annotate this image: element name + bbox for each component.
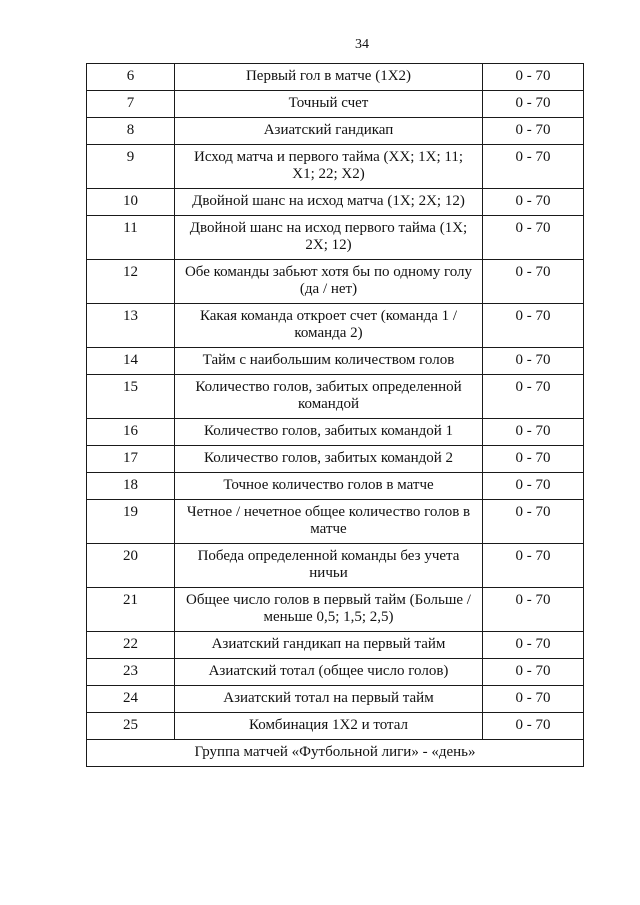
row-number-cell: 13 [87,304,175,348]
row-number-cell: 20 [87,544,175,588]
range-cell: 0 - 70 [483,446,584,473]
bet-name-cell: Азиатский тотал (общее число голов) [175,659,483,686]
group-header-cell: Группа матчей «Футбольной лиги» - «день» [87,740,584,767]
table-row [87,446,584,473]
bet-name-cell: Исход матча и первого тайма (XX; 1X; 11; X1; 22; X2) [175,145,483,189]
row-number-cell: 21 [87,588,175,632]
range-cell: 0 - 70 [483,500,584,544]
range-cell: 0 - 70 [483,659,584,686]
table-row [87,64,584,91]
row-number-cell: 23 [87,659,175,686]
range-cell: 0 - 70 [483,91,584,118]
row-number-cell: 16 [87,419,175,446]
table-row [87,304,584,348]
table-row [87,118,584,145]
page-number: 34 [355,37,369,52]
bet-name-cell: Точный счет [175,91,483,118]
range-cell: 0 - 70 [483,588,584,632]
table-row [87,189,584,216]
table-row [87,686,584,713]
bet-name-cell: Двойной шанс на исход матча (1X; 2X; 12) [175,189,483,216]
range-cell: 0 - 70 [483,375,584,419]
table-row [87,419,584,446]
table-body [87,64,584,767]
bet-name-cell: Азиатский тотал на первый тайм [175,686,483,713]
range-cell: 0 - 70 [483,64,584,91]
range-cell: 0 - 70 [483,419,584,446]
row-number-cell: 10 [87,189,175,216]
range-cell: 0 - 70 [483,145,584,189]
row-number-cell: 11 [87,216,175,260]
range-cell: 0 - 70 [483,348,584,375]
table-row [87,500,584,544]
bet-name-cell: Количество голов, забитых командой 2 [175,446,483,473]
table-row [87,588,584,632]
table-row [87,216,584,260]
table-row [87,713,584,740]
row-number-cell: 14 [87,348,175,375]
bet-name-cell: Азиатский гандикап на первый тайм [175,632,483,659]
row-number-cell: 12 [87,260,175,304]
row-number-cell: 8 [87,118,175,145]
bet-name-cell: Победа определенной команды без учета ничьи [175,544,483,588]
range-cell: 0 - 70 [483,189,584,216]
bet-name-cell: Какая команда откроет счет (команда 1 / команда 2) [175,304,483,348]
row-number-cell: 7 [87,91,175,118]
range-cell: 0 - 70 [483,304,584,348]
table-row [87,544,584,588]
range-cell: 0 - 70 [483,632,584,659]
bet-name-cell: Четное / нечетное общее количество голов в матче [175,500,483,544]
bet-name-cell: Общее число голов в первый тайм (Больше / меньше 0,5; 1,5; 2,5) [175,588,483,632]
row-number-cell: 9 [87,145,175,189]
range-cell: 0 - 70 [483,216,584,260]
table-row [87,473,584,500]
table-row [87,348,584,375]
group-header-row [87,740,584,767]
range-cell: 0 - 70 [483,260,584,304]
row-number-cell: 15 [87,375,175,419]
bet-name-cell: Двойной шанс на исход первого тайма (1X; 2X; 12) [175,216,483,260]
bet-name-cell: Количество голов, забитых определенной командой [175,375,483,419]
row-number-cell: 18 [87,473,175,500]
table-row [87,659,584,686]
range-cell: 0 - 70 [483,118,584,145]
bet-name-cell: Комбинация 1Х2 и тотал [175,713,483,740]
table-row [87,260,584,304]
row-number-cell: 22 [87,632,175,659]
bet-name-cell: Точное количество голов в матче [175,473,483,500]
range-cell: 0 - 70 [483,713,584,740]
bet-name-cell: Тайм с наибольшим количеством голов [175,348,483,375]
range-cell: 0 - 70 [483,473,584,500]
range-cell: 0 - 70 [483,544,584,588]
table-row [87,632,584,659]
range-cell: 0 - 70 [483,686,584,713]
row-number-cell: 6 [87,64,175,91]
row-number-cell: 19 [87,500,175,544]
row-number-cell: 17 [87,446,175,473]
bet-name-cell: Первый гол в матче (1Х2) [175,64,483,91]
table-row [87,375,584,419]
bet-name-cell: Обе команды забьют хотя бы по одному голу (да / нет) [175,260,483,304]
bet-types-table [86,63,584,767]
bet-name-cell: Азиатский гандикап [175,118,483,145]
row-number-cell: 24 [87,686,175,713]
table-row [87,91,584,118]
table-row [87,145,584,189]
row-number-cell: 25 [87,713,175,740]
bet-name-cell: Количество голов, забитых командой 1 [175,419,483,446]
